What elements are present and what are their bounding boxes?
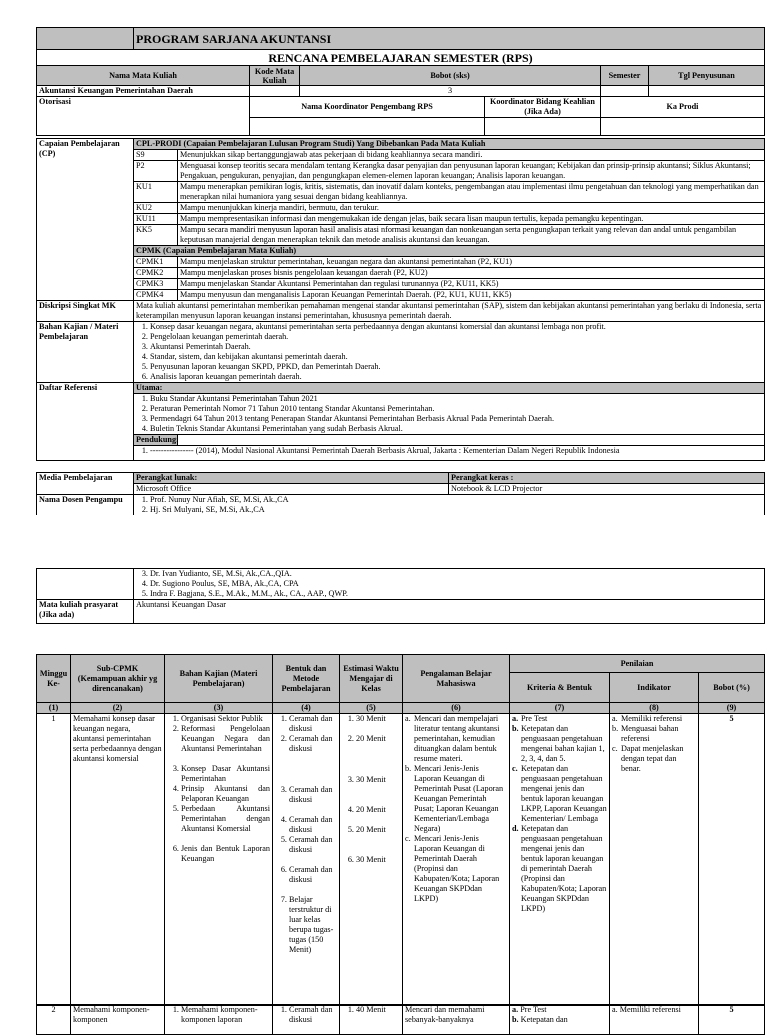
media-label: Media Pembelajaran (37, 473, 134, 495)
bobot-value: 3 (300, 86, 601, 97)
list-item (612, 744, 696, 774)
dosen-list-continued (134, 569, 765, 600)
otorisasi-label: Otorisasi (37, 97, 250, 136)
list-item: 3. 30 Menit (356, 775, 400, 785)
col-number: (5) (340, 703, 403, 714)
cp-label: Capaian Pembelajaran (CP) (37, 139, 134, 301)
prasyarat-label: Mata kuliah prasyarat (Jika ada) (37, 600, 134, 624)
bahan-kajian-list (134, 322, 765, 383)
header-gray-cell (37, 28, 134, 50)
list-text: Mencari Jenis-Jenis Laporan Keuangan di Pemerintah Daerah (Propinsi dan Kabupaten/Kota; Laporan Keuangan SKPDdan LKPD) (414, 834, 500, 903)
dosen-list (134, 495, 765, 516)
list-text: Pre Test (521, 714, 548, 723)
bentuk-cell (273, 714, 340, 1006)
cpmk-code: CPMK1 (134, 257, 178, 268)
col-number: (8) (610, 703, 699, 714)
list-item: 2. 20 Menit (356, 734, 400, 744)
cpmk-text: Mampu menjelaskan Standar Akuntansi Pemerintahan dan regulasi turunannya (P2, KU11, KK5) (178, 279, 765, 290)
list-text: Menguasai bahan referensi (621, 724, 679, 743)
list-item: 1. ---------------- (2014), Modul Nasional Akuntansi Pemerintah Daerah Berbasis Akrual, Jakarta : Kementerian Dalam Negeri Republik Indonesia (150, 446, 762, 456)
koordinator-rps-label: Nama Koordinator Pengembang RPS (250, 97, 485, 118)
cpl-code: KU1 (134, 182, 178, 203)
list-marker: a. (512, 714, 519, 723)
list-item: 3. Ceramah dan diskusi (289, 785, 337, 805)
list-item: 6. Jenis dan Bentuk Laporan Keuangan (181, 844, 270, 864)
list-marker: b. (612, 724, 619, 733)
col-number: (2) (71, 703, 165, 714)
col-number: (1) (37, 703, 71, 714)
bahan-kajian-label: Bahan Kajian / Materi Pembelajaran (37, 322, 134, 383)
list-item: 3. Dr. Ivan Yudianto, SE, M.Si, Ak.,CA.,QIA. (150, 569, 762, 579)
list-item: 1. Prof. Nunuy Nur Afiah, SE, M.Si, Ak.,CA (150, 495, 762, 505)
list-item: 6. Analisis laporan keuangan pemerintah daerah. (150, 372, 762, 382)
col-number: (9) (699, 703, 765, 714)
list-item: 1. Ceramah dan diskusi (289, 714, 337, 734)
list-item (512, 714, 607, 724)
bentuk-cell (273, 1005, 340, 1035)
cpl-text: Mampu menerapkan pemikiran logis, kritis, sistematis, dan inovatif dalam konteks, pengembangan atau implementasi ilmu pengetahuan dan teknologi yang memperhatikan dan menerapkan nilai humaniora yang sesuai dengan bidang keahliannya. (178, 182, 765, 203)
cpmk-code: CPMK4 (134, 290, 178, 301)
list-marker: b. (512, 724, 519, 733)
header-bobot: Bobot (%) (699, 673, 765, 703)
dosen-continued-table (36, 568, 765, 624)
cpl-title: CPL-PRODI (Capaian Pembelajaran Lulusan Program Studi) Yang Dibebankan Pada Mata Kuliah (134, 139, 765, 150)
perangkat-lunak-value: Microsoft Office (134, 484, 449, 495)
list-marker: b. (512, 1015, 521, 1024)
list-item: 1. Memahami komponen-komponen laporan (181, 1005, 270, 1025)
dosen-label: Nama Dosen Pengampu (37, 495, 134, 516)
ka-prodi-value (601, 118, 765, 136)
header-indikator: Indikator (610, 673, 699, 703)
list-marker: c. (612, 744, 618, 753)
weekly-plan-row2 (36, 1004, 765, 1035)
subcpmk-text: Memahami komponen-komponen (71, 1005, 165, 1035)
koordinator-rps-value (250, 118, 485, 136)
list-item: 5. Indra F. Bagjana, S.E., M.Ak., M.M., Ak., CA., AAP., QWP. (150, 589, 762, 599)
document-title: RENCANA PEMBELAJARAN SEMESTER (RPS) (37, 50, 765, 66)
header-subcpmk: Sub-CPMK (Kemampuan akhir yg direncanakan) (71, 655, 165, 703)
list-marker: c. (512, 764, 518, 773)
list-text: Dapat menjelaskan dengan tepat dan benar. (621, 744, 684, 773)
course-code (250, 86, 300, 97)
list-item (512, 724, 607, 764)
media-table (36, 472, 765, 515)
cpl-text: Mampu mempresentasikan informasi dan mengemukakan ide dengan jelas, baik secara lisan maupun tertulis, kepada pemangku kepentingan. (178, 214, 765, 225)
list-text: Pre Test (520, 1005, 547, 1014)
cpl-code: KK5 (134, 225, 178, 246)
header-penilaian: Penilaian (510, 655, 765, 673)
list-item: 1. Buku Standar Akuntansi Pemerintahan Tahun 2021 (150, 394, 762, 404)
deskripsi-label: Diskripsi Singkat MK (37, 301, 134, 322)
col-tgl-penyusunan: Tgl Penyusunan (649, 66, 765, 86)
prasyarat-value: Akuntansi Keuangan Dasar (134, 600, 765, 624)
list-marker: a. (405, 714, 411, 723)
list-item (612, 714, 696, 724)
perangkat-keras-label: Perangkat keras : (449, 473, 765, 484)
cpmk-text: Mampu menjelaskan struktur pemerintahan, keuangan negara dan akuntansi pemerintahan (P2, KU1) (178, 257, 765, 268)
referensi-label: Daftar Referensi (37, 383, 134, 461)
col-bobot: Bobot (sks) (300, 66, 601, 86)
cpl-text: Mampu secara mandiri menyusun laporan hasil analisis atasi nformasi keuangan dan nonkeuangan serta pengungkapan terkait yang relevan dan andal untuk pengambilan keputusan manajerial dengan menerapkan teknik dan metode analisis akuntansi dan keuangan. (178, 225, 765, 246)
list-item: 3. Akuntansi Pemerintah Daerah. (150, 342, 762, 352)
header-minggu: Minggu Ke- (37, 655, 71, 703)
header-pengalaman-belajar: Pengalaman Belajar Mahasiswa (403, 655, 510, 703)
cpmk-text: Mampu menyusun dan menganalisis Laporan Keuangan Pemerintah Daerah. (P2, KU1, KU11, KK5) (178, 290, 765, 301)
course-name: Akuntansi Keuangan Pemerintahan Daerah (37, 86, 250, 97)
week-number: 1 (37, 714, 71, 1006)
cpmk-text: Mampu menjelaskan proses bisnis pengelolaan keuangan daerah (P2, KU2) (178, 268, 765, 279)
list-item (512, 1005, 607, 1015)
list-text: Ketepatan dan penguasaan pengetahuan mengenai jenis dan bentuk laporan keuangan di pemerintah Daerah (Propinsi dan Kabupaten/Kota; Laporan Keuangan SKPDdan LKPD) (521, 824, 607, 913)
weekly-plan-table (36, 654, 765, 1006)
header-bahan-kajian: Bahan Kajian (Materi Pembelajaran) (165, 655, 273, 703)
list-text: Ketepatan dan penguasaan pengetahuan mengenai bahan kajian 1, 2, 3, 4, dan 5. (521, 724, 605, 763)
list-item: 1. Konsep dasar keuangan negara, akuntansi pemerintahan serta perbedaannya dengan akuntansi komersial dan akuntansi lembaga non profit. (150, 322, 762, 332)
program-title: PROGRAM SARJANA AKUNTANSI (134, 28, 765, 50)
koordinator-bidang-label: Koordinator Bidang Keahlian (Jika Ada) (485, 97, 601, 118)
list-item (405, 714, 507, 764)
col-number: (3) (165, 703, 273, 714)
kriteria-cell (510, 1005, 610, 1035)
list-item (512, 824, 607, 914)
list-item: 4. Prinsip Akuntansi dan Pelaporan Keuangan (181, 784, 270, 804)
pengalaman-cell (403, 714, 510, 1006)
list-item: 2. Pengelolaan keuangan pemerintah daerah. (150, 332, 762, 342)
bobot-value: 5 (699, 714, 765, 1006)
list-item: 4. 20 Menit (356, 805, 400, 815)
referensi-pendukung-label: Pendukung: (134, 435, 178, 446)
deskripsi-text: Mata kuliah akuntansi pemerintahan memberikan pemahaman mengenai standar akuntansi pemerintahan (SAP), sistem dan kebijakan akuntansi pemerintahan yang berlaku di Indonesia, serta keterampilan menyusun laporan keuangan instansi pemerintahan, khususnya pemerintah daerah. (134, 301, 765, 322)
semester-value (601, 86, 649, 97)
cpl-code: S9 (134, 150, 178, 161)
week-number: 2 (37, 1005, 71, 1035)
list-item: 5. Penyusunan laporan keuangan SKPD, PPKD, dan Pemerintah Daerah. (150, 362, 762, 372)
list-item: 3. Permendagri 64 Tahun 2013 tentang Penerapan Standar Akuntansi Pemerintahan Berbasis Akrual Pada Pemerintah Daerah. (150, 414, 762, 424)
col-number: (7) (510, 703, 610, 714)
list-text: Mencari dan mempelajari literatur tentang akuntansi pemerintahan, kemudian dituangkan dalam bentuk resume materi. (414, 714, 500, 763)
list-item: 6. 30 Menit (356, 855, 400, 865)
list-item: 2. Ceramah dan diskusi (289, 734, 337, 754)
list-marker: c. (405, 834, 411, 843)
dosen-label-continued (37, 569, 134, 600)
cpl-code: KU2 (134, 203, 178, 214)
cpl-text: Menguasai konsep teoritis secara mendalam tentang Kerangka dasar penyajian dan penyusunan laporan keuangan; Kebijakan dan prinsip-prinsip akuntansi; Siklus Akuntansi; Pengakuan, pengukuran, penyajian, dan pengungkapan elemen-elemen laporan keuangan; Analisis laporan keuangan. (178, 161, 765, 182)
list-item: 1. Organisasi Sektor Publik (181, 714, 270, 724)
bahan-kajian-cell (165, 714, 273, 1006)
list-text: Memiliki referensi (619, 1005, 681, 1014)
col-nama-mata-kuliah: Nama Mata Kuliah (37, 66, 250, 86)
estimasi-cell (340, 1005, 403, 1035)
list-item: 5. Perbedaan Akuntansi Pemerintahan dengan Akuntansi Komersial (181, 804, 270, 834)
list-item: 3. Konsep Dasar Akuntansi Pemerintahan (181, 764, 270, 784)
cpl-code: P2 (134, 161, 178, 182)
perangkat-lunak-label: Perangkat lunak: (134, 473, 449, 484)
list-text: Memiliki referensi (621, 714, 683, 723)
list-item: 2. Peraturan Pemerintah Nomor 71 Tahun 2010 tentang Standar Akuntansi Pemerintahan. (150, 404, 762, 414)
list-item: 1. 30 Menit (356, 714, 400, 724)
ka-prodi-label: Ka Prodi (601, 97, 765, 118)
indikator-cell (610, 1005, 699, 1035)
list-item: 1. 40 Menit (356, 1005, 400, 1015)
list-item: 2. Hj. Sri Mulyani, SE, M.Si, Ak.,CA (150, 505, 762, 515)
list-item: 4. Standar, sistem, dan kebijakan akuntansi pemerintah daerah. (150, 352, 762, 362)
list-marker: a. (612, 1005, 620, 1014)
list-item: 5. Ceramah dan diskusi (289, 835, 337, 855)
koordinator-bidang-value (485, 118, 601, 136)
cpmk-code: CPMK2 (134, 268, 178, 279)
bobot-value: 5 (699, 1005, 765, 1035)
pengalaman-cell: Mencari dan memahami sebanyak-banyaknya (403, 1005, 510, 1035)
perangkat-keras-value: Notebook & LCD Projector (449, 484, 765, 495)
list-item: 4. Buletin Teknis Standar Akuntansi Pemerintahan yang sudah Berbasis Akrual. (150, 424, 762, 434)
header-bentuk-metode: Bentuk dan Metode Pembelajaran (273, 655, 340, 703)
subcpmk-text: Memahami konsep dasar keuangan negara, akuntansi pemerintahan serta perbedaannya dengan akuntansi komersial (71, 714, 165, 1006)
cp-table (36, 138, 765, 461)
col-number: (4) (273, 703, 340, 714)
col-semester: Semester (601, 66, 649, 86)
list-item: 4. Ceramah dan diskusi (289, 815, 337, 835)
bahan-kajian-cell (165, 1005, 273, 1035)
list-item: 7. Belajar terstruktur di luar kelas berupa tugas-tugas (150 Menit) (289, 895, 337, 955)
list-item (405, 764, 507, 834)
referensi-pendukung-list (134, 446, 765, 461)
list-marker: a. (612, 714, 618, 723)
kriteria-cell (510, 714, 610, 1006)
col-kode-mata-kuliah: Kode Mata Kuliah (250, 66, 300, 86)
referensi-utama-label: Utama: (134, 383, 765, 394)
list-item: 1. Ceramah dan diskusi (289, 1005, 337, 1025)
referensi-utama-list (134, 394, 765, 435)
rps-main-table (36, 27, 765, 136)
list-item: 6. Ceramah dan diskusi (289, 865, 337, 885)
indikator-cell (610, 714, 699, 1006)
cpl-code: KU11 (134, 214, 178, 225)
list-text: Mencari Jenis-Jenis Laporan Keuangan di Pemerintah Pusat (Laporan Keuangan Pemerintah Pusat; Laporan Keuangan Kementerian/Lembaga Negara) (414, 764, 504, 833)
list-text: Ketepatan dan penguasaan pengetahuan mengenai jenis dan bentuk laporan keuangan LKPP, Laporan Keuangan Kementerian/ Lembaga (521, 764, 607, 823)
list-marker: d. (512, 824, 519, 833)
list-item (512, 764, 607, 824)
list-item: 4. Dr. Sugiono Poulus, SE, MBA, Ak.,CA, CPA (150, 579, 762, 589)
tgl-value (649, 86, 765, 97)
cpl-text: Mampu menunjukkan kinerja mandiri, bermutu, dan terukur. (178, 203, 765, 214)
list-item (612, 724, 696, 744)
list-marker: b. (405, 764, 412, 773)
header-kriteria: Kriteria & Bentuk (510, 673, 610, 703)
list-marker: a. (512, 1005, 521, 1014)
list-item (405, 834, 507, 904)
referensi-pendukung-spacer (178, 435, 765, 446)
header-estimasi-waktu: Estimasi Waktu Mengajar di Kelas (340, 655, 403, 703)
list-item: 2. Reformasi Pengelolaan Keuangan Negara dan Akuntansi Pemerintahan (181, 724, 270, 754)
col-number: (6) (403, 703, 510, 714)
estimasi-cell (340, 714, 403, 1006)
cpl-text: Menunjukkan sikap bertanggungjawab atas pekerjaan di bidang keahliannya secara mandiri. (178, 150, 765, 161)
list-text: Ketepatan dan (520, 1015, 568, 1024)
cpmk-code: CPMK3 (134, 279, 178, 290)
cpmk-title: CPMK (Capaian Pembelajaran Mata Kuliah) (134, 246, 765, 257)
list-item: 5. 20 Menit (356, 825, 400, 835)
